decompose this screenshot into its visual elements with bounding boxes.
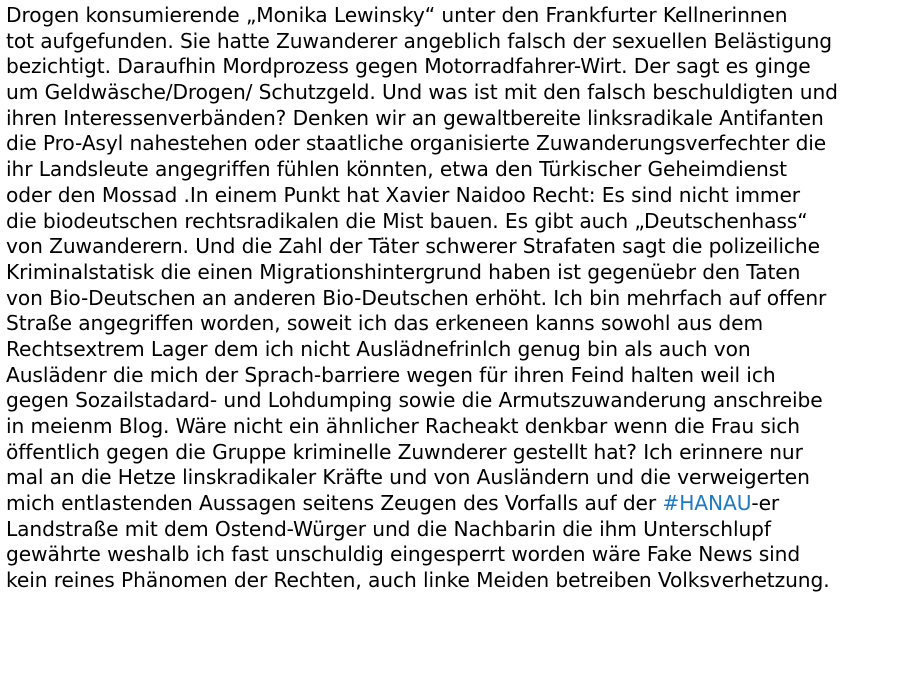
- text-line: gegen Sozailstadard- und Lohdumping sowie die Armutszuwanderung anschreibe: [6, 388, 823, 413]
- text-block: [6, 3, 906, 594]
- text-segment: -er: [751, 491, 780, 516]
- text-line: in meienm Blog. Wäre nicht ein ähnlicher Racheakt denkbar wenn die Frau sich: [6, 414, 801, 438]
- text-line: mal an die Hetze linskradikaler Kräfte und von Ausländern und die verweigerten: [6, 465, 810, 490]
- text-line: Landstraße mit dem Ostend-Würger und die Nachbarin die ihm Unterschlupf: [6, 516, 771, 541]
- text-segment: mich entlastenden Aussagen seitens Zeugen des Vorfalls auf der: [6, 491, 663, 516]
- text-line: Rechtsextrem Lager dem ich nicht Auslädnefrinlch genug bin als auch von: [6, 336, 751, 361]
- text-line: die biodeutschen rechtsradikalen die Mist bauen. Es gibt auch „Deutschenhass“: [6, 208, 808, 233]
- text-line: öffentlich gegen die Gruppe kriminelle Zuwnderer gestellt hat? Ich erinnere nur: [6, 439, 803, 464]
- hashtag-link[interactable]: #HANAU: [662, 491, 752, 516]
- text-line: die Pro-Asyl nahestehen oder staatliche organisierte Zuwanderungsverfechter die: [6, 131, 827, 156]
- text-line: von Zuwanderern. Und die Zahl der Täter schwerer Strafaten sagt die polizeiliche: [6, 234, 820, 259]
- text-line: ihren Interessenverbänden? Denken wir an gewaltbereite linksradikale Antifanten: [6, 105, 824, 130]
- text-line: bezichtigt. Daraufhin Mordprozess gegen Motorradfahrer-Wirt. Der sagt es ginge: [6, 54, 811, 79]
- text-line: um Geldwäsche/Drogen/ Schutzgeld. Und was ist mit den falsch beschuldigten und: [6, 80, 838, 105]
- text-line: Kriminalstatisk die einen Migrationshintergrund haben ist gegenüebr den Taten: [6, 259, 801, 284]
- text-line-with-hashtag: [6, 491, 906, 517]
- text-line: oder den Mossad .In einem Punkt hat Xavier Naidoo Recht: Es sind nicht immer: [6, 182, 800, 207]
- text-line: ihr Landsleute angegriffen fühlen könnten, etwa den Türkischer Geheimdienst: [6, 157, 787, 182]
- text-line: Drogen konsumierende „Monika Lewinsky“ unter den Frankfurter Kellnerinnen: [6, 3, 788, 27]
- text-line: kein reines Phänomen der Rechten, auch linke Meiden betreiben Volksverhetzung.: [6, 568, 830, 593]
- text-line: Auslädenr die mich der Sprach-barriere wegen für ihren Feind halten weil ich: [6, 362, 776, 387]
- text-line: tot aufgefunden. Sie hatte Zuwanderer angeblich falsch der sexuellen Belästigung: [6, 28, 832, 53]
- text-line: gewährte weshalb ich fast unschuldig eingesperrt worden wäre Fake News sind: [6, 542, 801, 567]
- text-line: Straße angegriffen worden, soweit ich das erkeneen kanns sowohl aus dem: [6, 311, 764, 336]
- text-line: von Bio-Deutschen an anderen Bio-Deutschen erhöht. Ich bin mehrfach auf offenr: [6, 285, 827, 310]
